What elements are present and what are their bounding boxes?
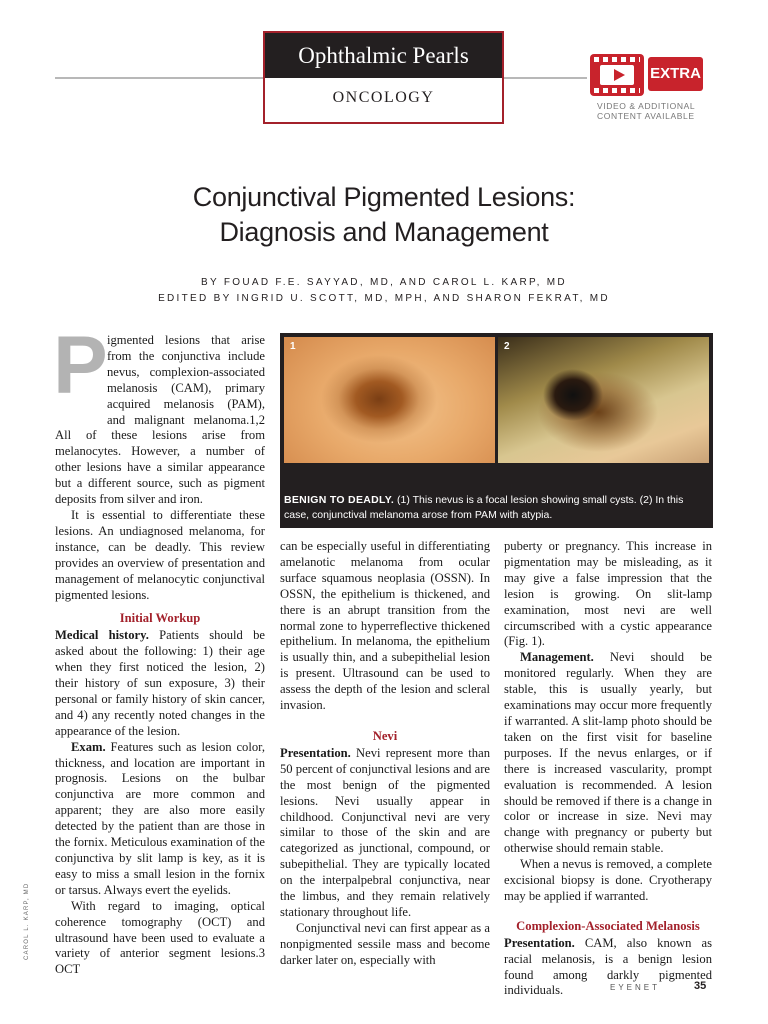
paragraph-cam [504, 936, 712, 1000]
figure-number-2: 2 [504, 341, 510, 352]
paragraph-management [504, 650, 712, 857]
column-header [263, 31, 504, 124]
run-in-head: Medical history. [55, 628, 149, 643]
authors: BY FOUAD F.E. SAYYAD, MD, AND CAROL L. KARP, MD [201, 277, 567, 288]
paragraph-exam [55, 740, 265, 899]
section-heading-nevi: Nevi [372, 728, 398, 743]
run-in-head: Presentation. [504, 935, 575, 950]
photo-credit: CAROL L. KARP, MD [24, 882, 30, 960]
paragraph-pigmentation: puberty or pregnancy. This increase in pigmentation may be misleading, as it may give a false impression that the lesion is growing. On slit-lamp examination, most nevi are well circumscribed with a cystic appearance (Fig. 1). [504, 539, 712, 649]
intro-text: igmented lesions that arise from the conjunctiva include nevus, complexion-associated melanosis (CAM), primary acquired melanosis (PAM), and malignant melanoma.1,2 All of these lesions arise from melanocytes. However, a number of other lesions have a similar appearance but a different source, such as pigment deposits from silver and iron. [55, 333, 265, 507]
paragraph-presentation [280, 746, 490, 921]
article-title [100, 180, 668, 250]
run-in-head: Management. [520, 650, 594, 665]
paragraph: It is essential to differentiate these lesions. An undiagnosed melanoma, for instance, can be deadly. This review provides an overview of presentation and management of melanocytic conjunctival pigmented lesions. [55, 507, 265, 602]
caption-body: (1) This nevus is a focal lesion showing small cysts. (2) In this case, conjunctival melanoma arose from PAM with atypia. [284, 494, 684, 521]
paragraph-biopsy: When a nevus is removed, a complete excisional biopsy is done. Cryotherapy may be applied if warranted. [504, 857, 712, 903]
nevus-photo [284, 337, 495, 463]
run-in-head: Presentation. [280, 745, 351, 760]
figure [280, 333, 713, 528]
section-label: ONCOLOGY [332, 89, 435, 106]
intro-paragraph [53, 320, 265, 508]
paragraph-nevi-appear: Conjunctival nevi can first appear as a nonpigmented sessile mass and become darker later on, especially with [280, 920, 490, 967]
title-line-2: Diagnosis and Management [219, 217, 549, 247]
title-line-1: Conjunctival Pigmented Lesions: [192, 182, 576, 212]
paragraph-text: Features such as lesion color, thickness, and location are important in prognosis. Lesions on the bulbar conjunctiva are more common and apparent; they are also more easily detected by the patient than are those in the fornix. Meticulous examination of the conjunctiva by slit lamp is key, as it is easy to miss a small lesion in the fornix or tarsus. Always evert the eyelids. [55, 739, 265, 897]
drop-cap: P [53, 320, 108, 411]
column-2 [280, 539, 490, 969]
extra-note: VIDEO & ADDITIONAL CONTENT AVAILABLE [597, 101, 695, 121]
extra-label: EXTRA [648, 57, 703, 91]
paragraph-text: Nevi should be monitored regularly. When they are stable, this is usually yearly, but examinations may occur more frequently if warranted. A slit-lamp photo should be taken on the first visit for baseline purposes. If the nevus enlarges, or if there is increased vascularity, prompt evaluation is recommended. A lesion should be removed if there is a change in color or increase in size. Nevi may change with pregnancy or puberty but otherwise should remain stable. [504, 650, 712, 856]
paragraph-text: Patients should be asked about the following: 1) their age when they first noticed the lesion, 2) their history of sun exposure, 3) their personal or family history of skin cancer, and 4) any recently noted changes in the appearance of the lesion. [55, 628, 265, 738]
caption-head: BENIGN TO DEADLY. [284, 494, 395, 506]
video-play-icon [590, 54, 644, 96]
paragraph-text: CAM, also known as racial melanosis, is a benign lesion found among darkly pigmented individuals. [504, 935, 712, 998]
figure-caption [284, 493, 709, 523]
paragraph-medical-history [55, 628, 265, 739]
column-title: Ophthalmic Pearls [265, 33, 502, 78]
extra-content-badge[interactable] [590, 54, 705, 98]
byline [100, 275, 668, 307]
section-heading-cam: Complexion-Associated Melanosis [516, 918, 700, 933]
journal-name: EYENET [610, 983, 661, 992]
column-1 [53, 320, 265, 978]
run-in-head: Exam. [71, 739, 106, 754]
paragraph-imaging: With regard to imaging, optical coherence tomography (OCT) and ultrasound have been used to evaluate a variety of anterior segment lesions.3 OCT [55, 898, 265, 977]
figure-number-1: 1 [290, 341, 296, 352]
melanoma-photo [498, 337, 709, 463]
paragraph-oct: can be especially useful in differentiating amelanotic melanoma from ocular surface squamous neoplasia (OSSN). In OSSN, the epithelium is thickened, and there is an abrupt transition from the normal zone to hyperreflective thickened epithelium. In melanoma, the epithelium is usually thin, and a subepithelial lesion is present. Ultrasound can be used to assess the depth of the lesion and scleral invasion. [280, 539, 490, 713]
section-heading-workup: Initial Workup [119, 611, 201, 626]
column-3 [504, 539, 712, 999]
page-number: 35 [694, 980, 707, 992]
editors: EDITED BY INGRID U. SCOTT, MD, MPH, AND SHARON FEKRAT, MD [158, 293, 610, 304]
paragraph-text: Nevi represent more than 50 percent of conjunctival lesions and are the most benign of the pigmented lesions. Nevi usually appear in childhood. Conjunctival nevi are very similar to those of the skin and are categorized as junctional, compound, or subepithelial. They are typically located on the interpalpebral conjunctiva, near the limbus, and they remain relatively stationary throughout life. [280, 745, 490, 919]
